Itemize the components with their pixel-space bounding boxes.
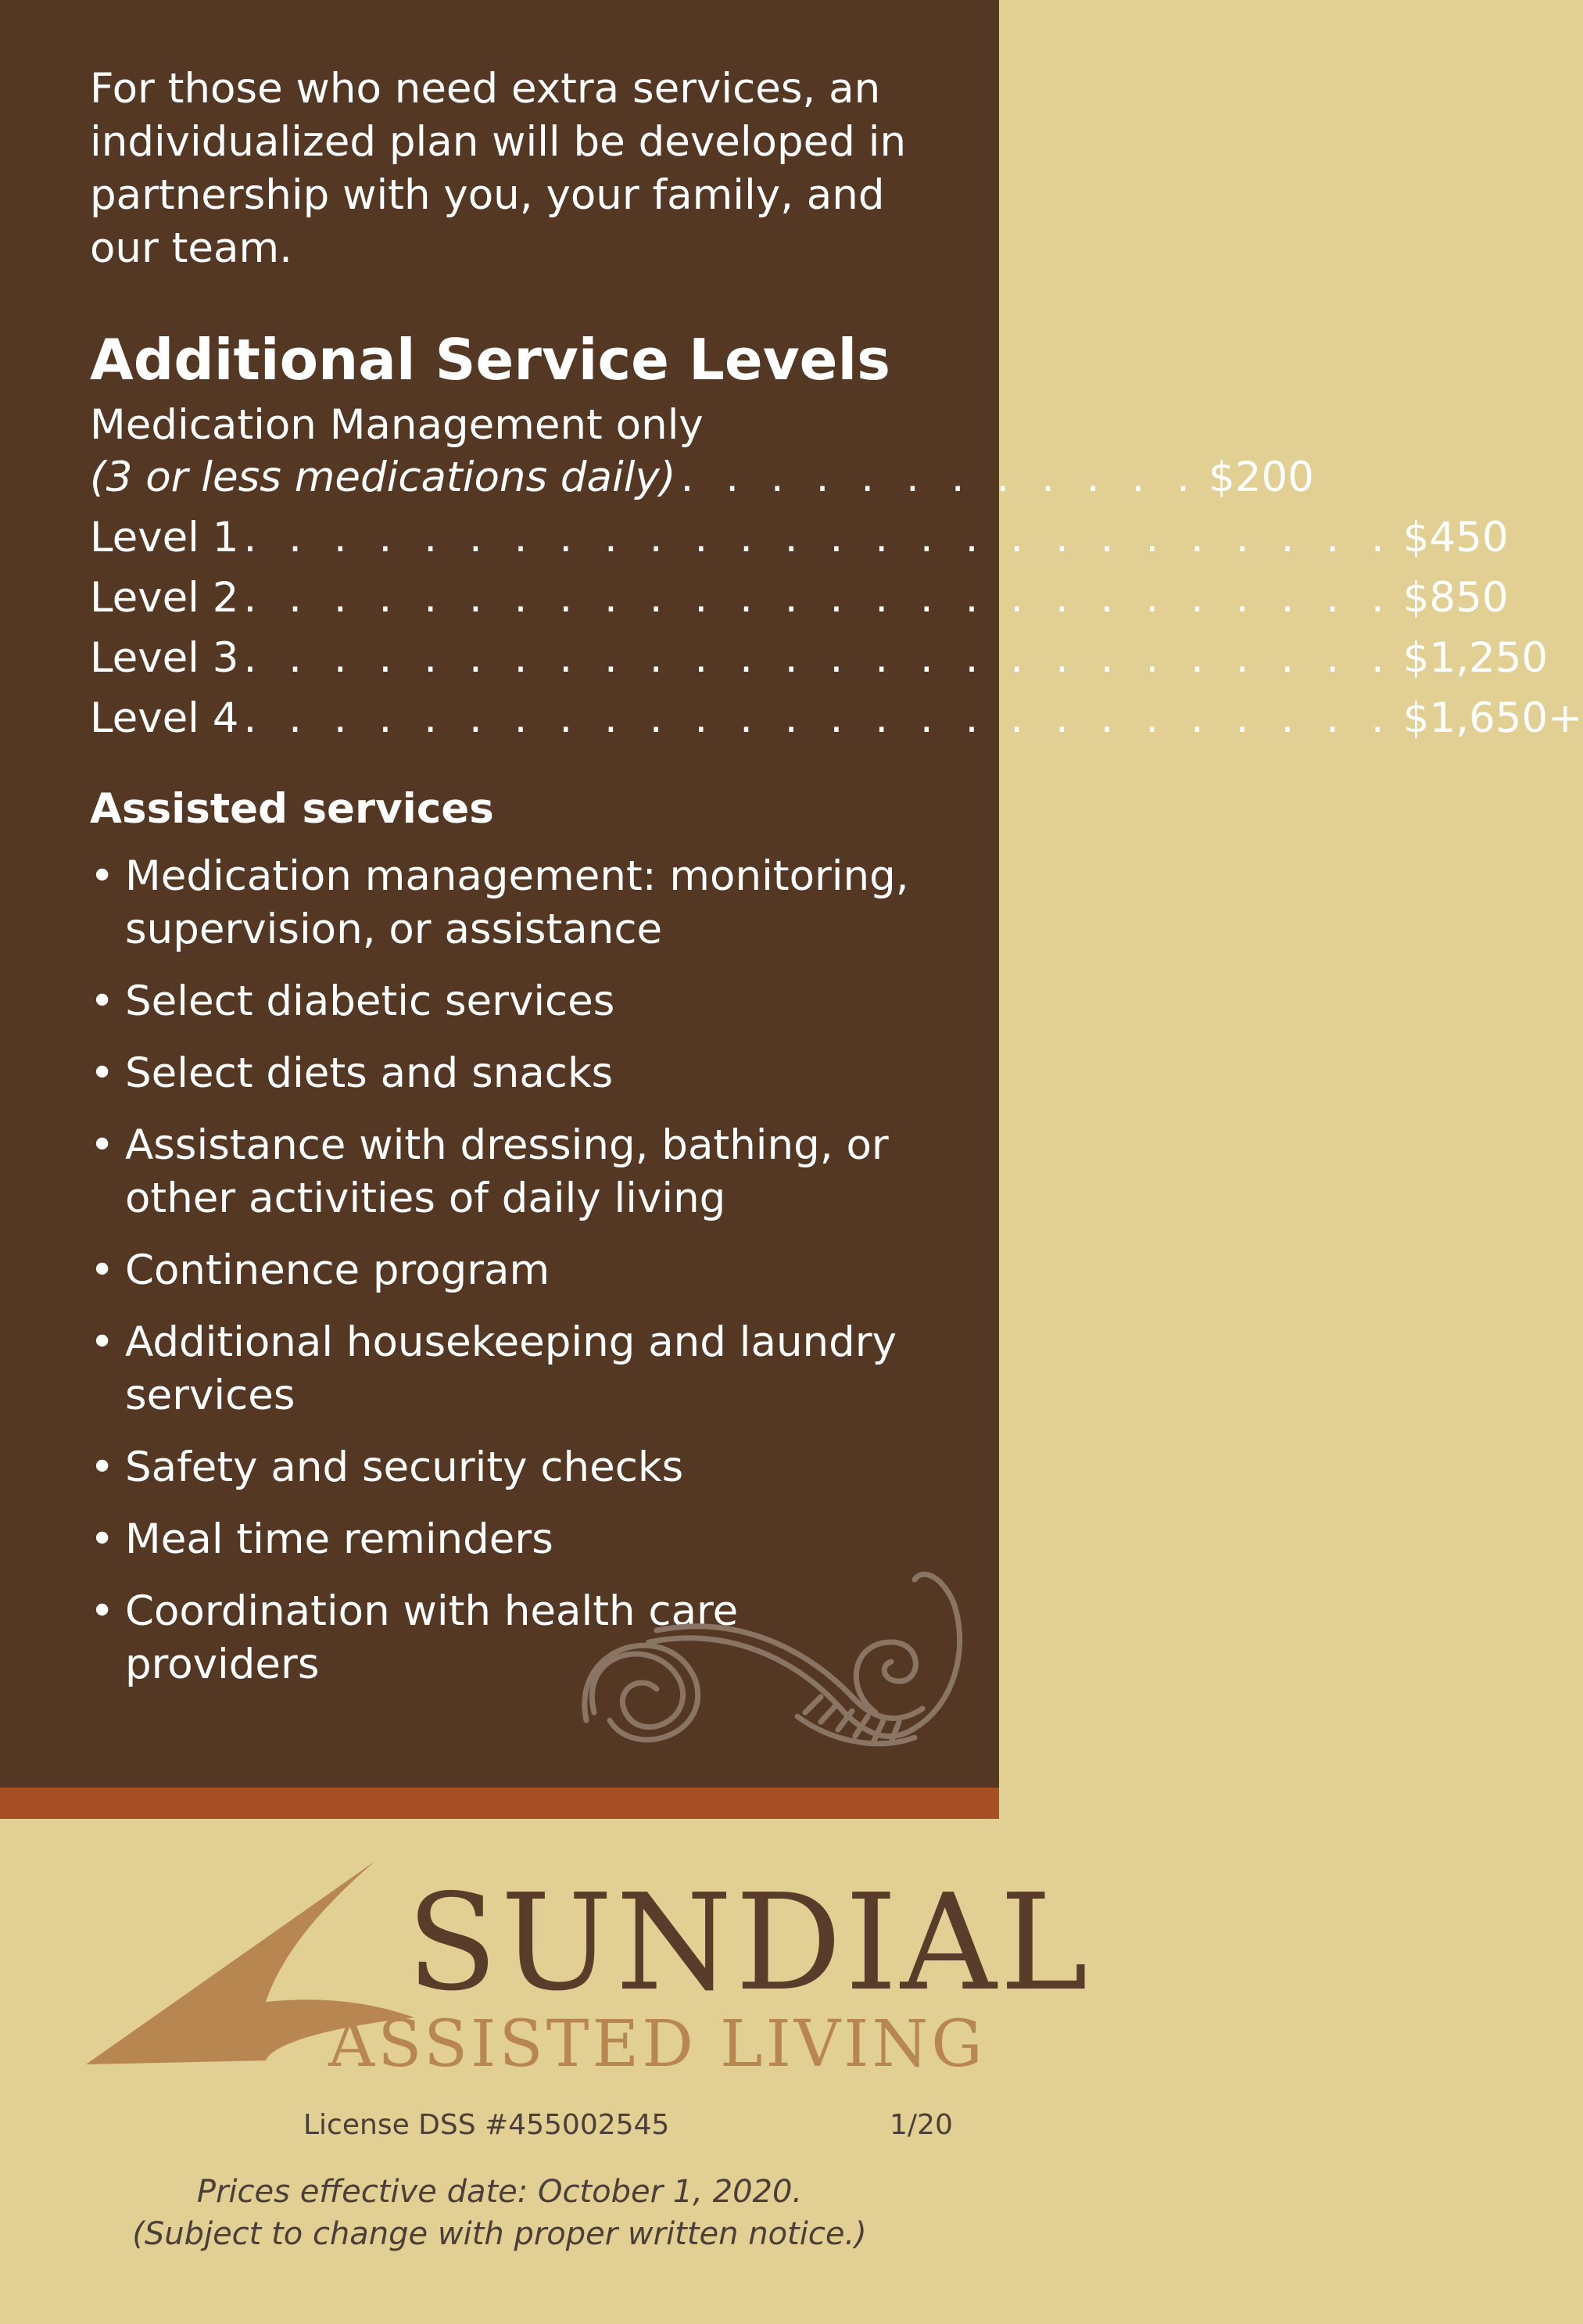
list-item-text: Meal time reminders bbox=[125, 1515, 553, 1563]
list-item bbox=[90, 1441, 919, 1494]
license-number: License DSS #455002545 bbox=[303, 2109, 670, 2141]
list-item bbox=[90, 1316, 919, 1422]
bullet-icon: • bbox=[90, 1049, 115, 1097]
bullet-icon: • bbox=[90, 852, 115, 900]
list-item bbox=[90, 1119, 919, 1225]
decorative-swirl-icon bbox=[547, 1556, 985, 1791]
dot-leader: . . . . . . . . . . . . . . . . . . . . . . . . . . bbox=[243, 514, 1394, 561]
bullet-icon: • bbox=[90, 1318, 115, 1366]
accent-stripe bbox=[0, 1788, 999, 1819]
medication-management-label: Medication Management only bbox=[90, 401, 704, 449]
list-item-text: Select diabetic services bbox=[125, 977, 615, 1025]
dot-leader: . . . . . . . . . . . . . . . . . . . . . . . . . . bbox=[243, 574, 1394, 622]
list-item-text: Assistance with dressing, bathing, or other activities of daily living bbox=[125, 1121, 889, 1222]
list-item bbox=[90, 1047, 919, 1100]
level-price: $1,650+ bbox=[1402, 694, 1583, 742]
list-item-text: Select diets and snacks bbox=[125, 1049, 614, 1097]
logo-subtitle: ASSISTED LIVING bbox=[328, 2007, 986, 2082]
list-item-text: Coordination with health care providers bbox=[125, 1587, 739, 1688]
level-label: Level 3 bbox=[90, 634, 239, 682]
effective-date-line: Prices effective date: October 1, 2020. bbox=[196, 2174, 803, 2210]
level-price: $850 bbox=[1402, 574, 1509, 622]
level-row bbox=[90, 512, 1509, 564]
list-item bbox=[90, 850, 919, 956]
bullet-icon: • bbox=[90, 977, 115, 1025]
medication-management-note: (3 or less medications daily) bbox=[90, 454, 676, 501]
intro-text: For those who need extra services, an individualized plan will be developed in partnership with you, your family, and our team. bbox=[90, 65, 907, 272]
level-price: $450 bbox=[1402, 514, 1509, 561]
list-item-text: Continence program bbox=[125, 1246, 550, 1294]
dot-leader: . . . . . . . . . . . . bbox=[680, 454, 1200, 501]
list-item bbox=[90, 1244, 919, 1297]
list-item-text: Safety and security checks bbox=[125, 1444, 684, 1491]
bullet-icon: • bbox=[90, 1444, 115, 1491]
bullet-icon: • bbox=[90, 1121, 115, 1169]
level-label: Level 2 bbox=[90, 574, 239, 622]
assisted-services-title: Assisted services bbox=[90, 785, 494, 833]
medication-management-row bbox=[90, 452, 1314, 504]
level-label: Level 4 bbox=[90, 694, 239, 742]
medication-management-price: $200 bbox=[1209, 454, 1314, 501]
list-item-text: Medication management: monitoring, supervision, or assistance bbox=[125, 852, 909, 953]
bullet-icon: • bbox=[90, 1587, 115, 1635]
date-code: 1/20 bbox=[890, 2109, 953, 2141]
level-row bbox=[90, 572, 1509, 624]
level-row bbox=[90, 693, 1583, 744]
level-label: Level 1 bbox=[90, 514, 239, 561]
list-item bbox=[90, 975, 919, 1028]
level-row bbox=[90, 633, 1549, 684]
logo-wordmark: SUNDIAL bbox=[406, 1866, 1091, 2021]
dot-leader: . . . . . . . . . . . . . . . . . . . . . . . . . . bbox=[243, 634, 1394, 682]
list-item-text: Additional housekeeping and laundry services bbox=[125, 1318, 897, 1419]
sundial-logo bbox=[86, 1853, 1091, 2088]
bullet-icon: • bbox=[90, 1246, 115, 1294]
level-price: $1,250 bbox=[1402, 634, 1549, 682]
dot-leader: . . . . . . . . . . . . . . . . . . . . . . . . . . bbox=[243, 694, 1394, 742]
bullet-icon: • bbox=[90, 1515, 115, 1563]
change-notice-line: (Subject to change with proper written notice.) bbox=[132, 2216, 867, 2252]
service-levels-title: Additional Service Levels bbox=[90, 327, 891, 393]
prices-effective-note bbox=[0, 2171, 999, 2255]
